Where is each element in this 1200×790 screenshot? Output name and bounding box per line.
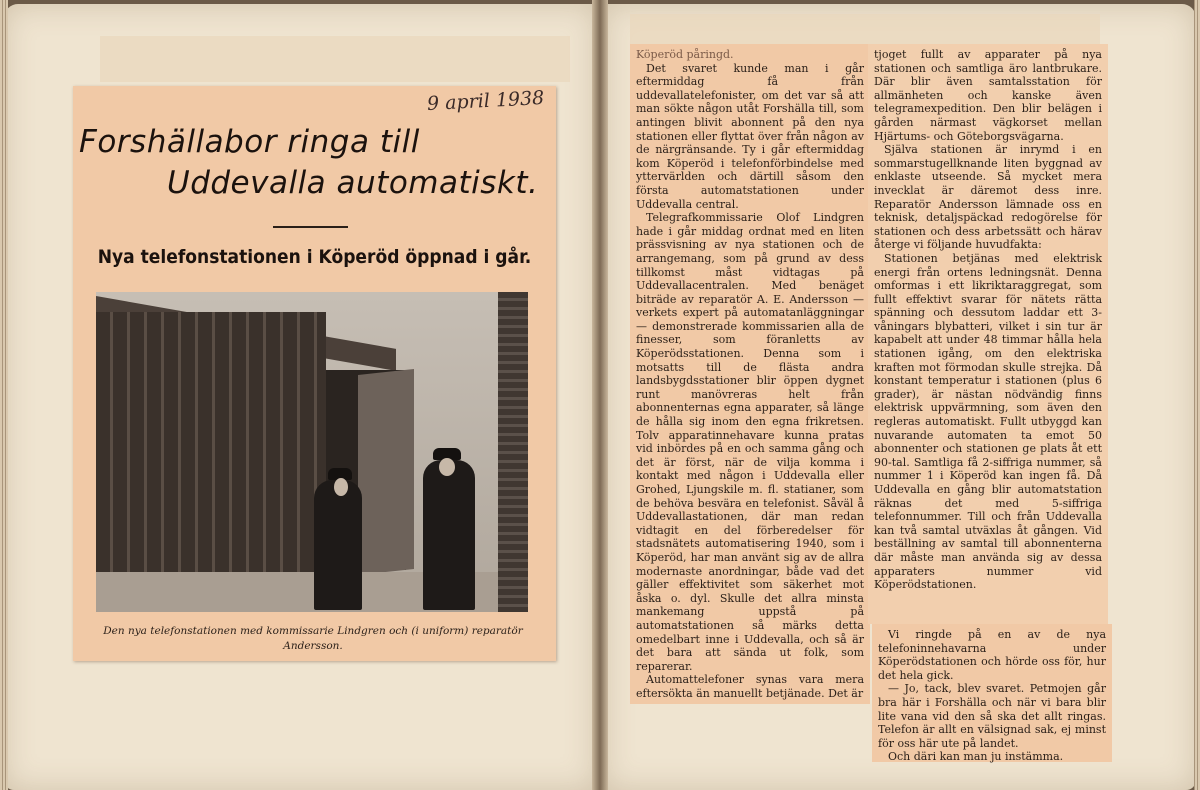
headline-line-1: Forshällabor ringa till	[79, 124, 420, 160]
photo-caption: Den nya telefonstationen med kommissarie Lindgren och (i uniform) reparatör Andersson.	[103, 625, 523, 652]
headline-line-2: Uddevalla automatiskt.	[167, 165, 539, 201]
subheadline: Nya telefonstationen i Köperöd öppnad i går.	[97, 246, 532, 268]
book-gutter	[592, 0, 608, 790]
paragraph: Det svaret kunde man i går eftermiddag få från uddevallatelefonister, om det var så att man sökte någon utåt Forshälla till, som antingen blivit abonnent på den nya stationen eller flyttat över från någon av de närgränsande. Ty i går eftermiddag kom Köperöd i telefonförbindelse med yttervärlden och därtill såsom den första automatstationen under Uddevalla central.	[636, 61, 864, 211]
paragraph: Själva stationen är inrymd i en sommarstugellknande liten byggnad av enklaste utseende. Så mycket mera invecklat är däremot dess inre. Reparatör Andersson lämnade oss en teknisk, detaljspäckad redogörelse för stationen och dess arbetssätt och härav återge vi följande huvudfakta:	[874, 143, 1102, 252]
article-column-1	[630, 44, 870, 704]
page-edges-right	[1194, 0, 1200, 790]
paragraph: Vi ringde på en av de nya telefoninnehavarna under Köperödstationen och hörde oss för, hur det hela gick.	[878, 628, 1106, 682]
article-column-2	[868, 44, 1108, 624]
person-figure	[423, 460, 475, 610]
article-column-3	[872, 624, 1112, 762]
newspaper-clipping-photo	[73, 86, 556, 661]
paragraph: Stationen betjänas med elektrisk energi från ortens ledningsnät. Denna omformas i ett likriktaraggregat, som fullt effektivt svarar för nätets rätta spänning och dessutom laddar ett 3-våningars blybatteri, vilket i sin tur är kapabelt att under 48 timmar hålla hela stationen igång, om den elektriska kraften mot förmodan skulle strejka. Då konstant temperatur i stationen (plus 6 grader), är nästan nödvändig finns elektrisk uppvärmning, som även den regleras automatiskt. Fullt utbyggd kan nuvarande automaten ta emot 50 abonnenter och stationen ge plats åt ett 90-tal. Samtliga få 2-siffriga nummer, så nummer 1 i Köperöd kan ingen få. Då Uddevalla en gång blir automatstation räknas det med 5-siffriga telefonnummer. Till och från Uddevalla kan två samtal utväxlas åt gången. Vid beställning av samtal till abonnenterna där måste man använda sig av dessa apparaters nummer vid Köperödstationen.	[874, 251, 1102, 592]
person-figure	[314, 480, 362, 610]
divider-rule	[273, 226, 348, 228]
telephone-station-photo	[96, 292, 528, 612]
glue-stain	[630, 14, 1100, 44]
page-edges-left	[0, 0, 8, 790]
handwritten-date: 9 april 1938	[426, 86, 545, 116]
headline	[79, 122, 549, 204]
paragraph: tjoget fullt av apparater på nya stationen och samtliga äro lantbrukare. Där blir även samtalsstation för allmänheten och kanske även telegramexpedition. Den blir belägen i gården närmast vägkorset mellan Hjärtums- och Göteborgsvägarna.	[874, 48, 1102, 143]
paragraph: — Jo, tack, blev svaret. Petmojen går bra här i Forshälla och när vi bara blir lite vana vid den så ska det allt ringas. Telefon är allt en välsignad sak, ej minst för oss här ute på landet.	[878, 682, 1106, 750]
paragraph: Köperöd påringd.	[636, 48, 734, 61]
paragraph: Automattelefoner synas vara mera eftersökta än manuellt betjänade. Det är	[636, 673, 864, 700]
paragraph: Och däri kan man ju instämma.	[888, 750, 1064, 764]
paragraph: Telegrafkommissarie Olof Lindgren hade i går middag ordnat med en liten prässvisning av nya stationen och de arrangemang, som på grund av dess tillkomst måst vidtagas på Uddevallacentralen. Med benäget biträde av reparatör A. E. Andersson — verkets expert på automatanläggningar — demonstrerade kommissarien alla de finesser, som föranletts av Köperödsstationen. Denna som i motsatts till de flästa andra landsbygdsstationer blir öppen dygnet runt manövreras helt från abonnenternas egna apparater, så länge de hålla sig inom den egna frikretsen. Tolv apparatinnehavare kunna pratas vid inbördes på en och samma gång och det är först, när de vilja komma i kontakt med någon i Uddevalla eller Grohed, Ljungskile m. fl. statianer, som de behöva besvära en telefonist. Såväl å Uddevallastationen, där man redan vidtagit en del förberedelser för stadsnätets automatisering 1940, som i Köperöd, har man använt sig av de allra modernaste anordningar, både vad det gäller effektivitet som säkerhet mot åska o. dyl. Skulle det allra minsta mankemang uppstå på automatstationen så märks detta omedelbart inne i Uddevalla, och så är det bara att sända ut folk, som reparerar.	[636, 211, 864, 673]
glue-stain	[100, 36, 570, 82]
